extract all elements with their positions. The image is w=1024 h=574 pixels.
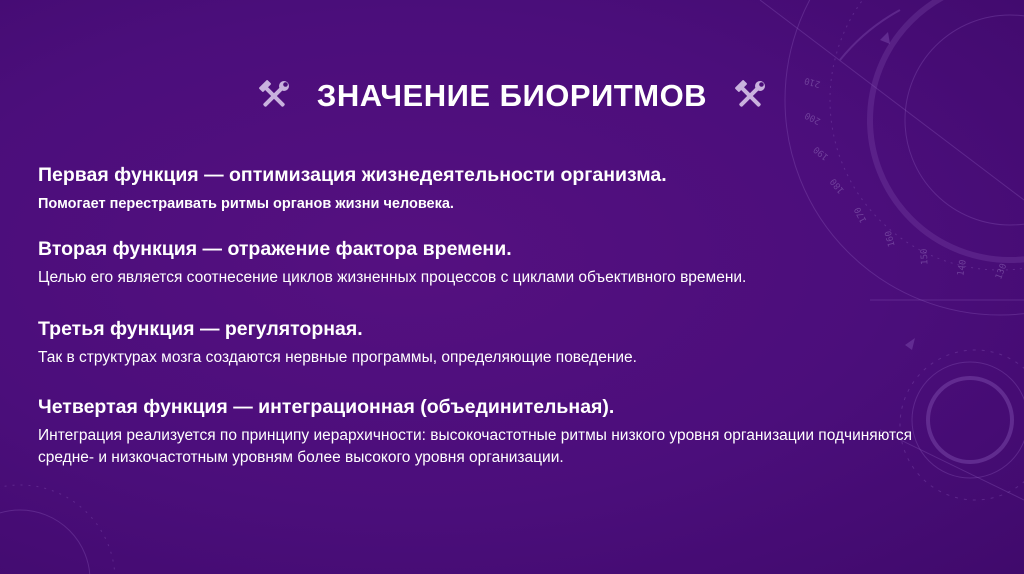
dial-label: 130 [994,262,1010,282]
section-description: Целью его является соотнесение циклов жизненных процессов с циклами объективного времени. [38,269,747,286]
dial-label: 140 [956,259,969,277]
section-heading: Вторая функция — отражение фактора времени. [38,238,512,260]
wrench-hammer-icon [733,79,767,113]
function-section-1 [38,164,667,215]
section-description: Помогает перестраивать ритмы органов жизни человека. [38,196,454,212]
dial-label: 200 [803,109,823,126]
function-section-4 [38,396,1024,469]
section-heading: Первая функция — оптимизация жизнедеятельности организма. [38,164,667,186]
section-description-line: средне- и низкочастотным уровням более высокого уровня организации. [38,449,564,466]
section-description-line: Интеграция реализуется по принципу иерархичности: высокочастотные ритмы низкого уровня организации подчиняются [38,427,913,444]
dial-label: 150 [919,248,931,266]
wrench-hammer-icon [257,79,291,113]
section-heading: Третья функция — регуляторная. [38,318,363,340]
dial-label: 170 [853,205,870,225]
function-section-3 [38,318,637,369]
dial-label: 160 [883,229,898,248]
section-description: Так в структурах мозга создаются нервные программы, определяющие поведение. [38,349,637,366]
dial-label: 180 [828,176,847,196]
slide-title: ЗНАЧЕНИЕ БИОРИТМОВ [316,78,708,113]
title-row [0,68,1024,124]
dial-label: 210 [803,74,822,89]
section-heading: Четвертая функция — интеграционная (объединительная). [38,396,615,418]
dial-label: 190 [811,143,831,162]
function-section-2 [38,238,746,289]
